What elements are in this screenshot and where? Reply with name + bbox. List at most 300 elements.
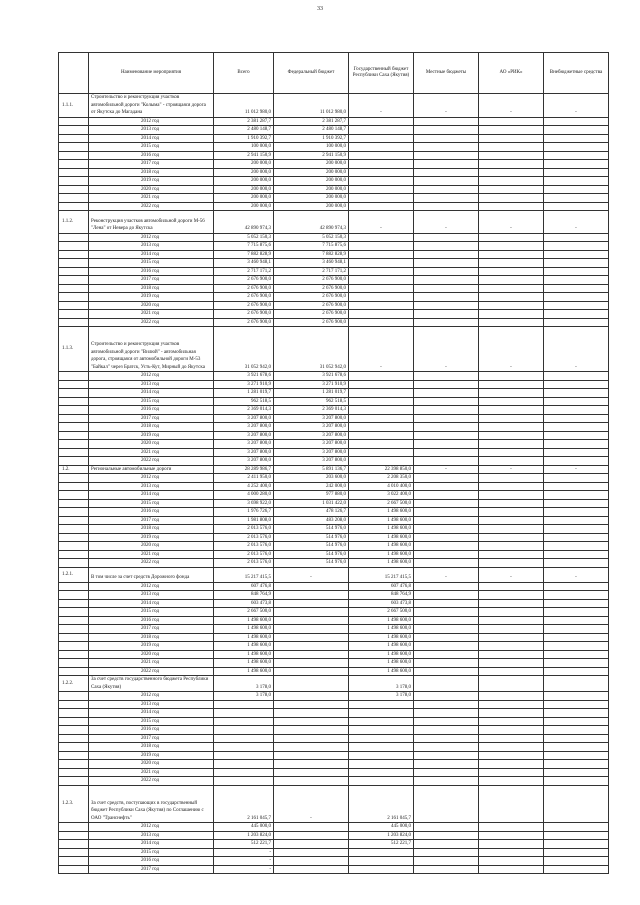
table-row-year (59, 550, 609, 559)
republic-cell (349, 865, 414, 874)
year-label: 2012 год (89, 823, 214, 832)
row-number (59, 709, 89, 718)
extrabudget-cell (544, 185, 609, 194)
local-cell (414, 676, 479, 692)
row-number (59, 760, 89, 769)
header-row (59, 53, 609, 94)
year-label: 2015 год (89, 717, 214, 726)
extrabudget-cell (544, 160, 609, 169)
federal-cell: 514 976,0 (274, 525, 349, 534)
republic-cell: 1 498 600,0 (349, 642, 414, 651)
local-cell (414, 423, 479, 432)
row-number: 1.1.2. (59, 211, 89, 234)
table-row-year (59, 194, 609, 203)
local-cell (414, 491, 479, 500)
republic-cell (349, 440, 414, 449)
total-cell: 3 207 800,0 (214, 423, 274, 432)
republic-cell: 445 000,0 (349, 823, 414, 832)
total-cell: 31 052 942,0 (214, 327, 274, 372)
row-number (59, 525, 89, 534)
rik-cell (479, 423, 544, 432)
republic-cell: 1 498 600,0 (349, 633, 414, 642)
total-cell: 2 676 900,0 (214, 284, 274, 293)
rik-cell (479, 406, 544, 415)
federal-cell: 42 890 974,3 (274, 211, 349, 234)
header-extrabudget: Внебюджетные средства (544, 53, 609, 94)
republic-cell (349, 194, 414, 203)
local-cell (414, 692, 479, 701)
federal-cell: 2 676 900,0 (274, 293, 349, 302)
year-label: 2013 год (89, 126, 214, 135)
extrabudget-cell (544, 194, 609, 203)
republic-cell (349, 233, 414, 242)
row-number (59, 242, 89, 251)
table-row-year (59, 608, 609, 617)
year-label: 2012 год (89, 474, 214, 483)
row-number (59, 599, 89, 608)
table-row-year (59, 134, 609, 143)
republic-cell (349, 301, 414, 310)
year-label: 2020 год (89, 650, 214, 659)
local-cell (414, 160, 479, 169)
extrabudget-cell (544, 857, 609, 866)
extrabudget-cell (544, 848, 609, 857)
row-number: 1.2.1. (59, 567, 89, 582)
rik-cell (479, 397, 544, 406)
total-cell: 2 381 287,7 (214, 117, 274, 126)
extrabudget-cell (544, 380, 609, 389)
total-cell: 1 910 392,7 (214, 134, 274, 143)
rik-cell (479, 457, 544, 466)
row-number: 1.2.3. (59, 785, 89, 823)
rik-cell (479, 848, 544, 857)
rik-cell (479, 117, 544, 126)
local-cell (414, 726, 479, 735)
year-label: 2015 год (89, 143, 214, 152)
year-label: 2013 год (89, 591, 214, 600)
total-cell: 2 676 900,0 (214, 301, 274, 310)
total-cell: 1 498 600,0 (214, 625, 274, 634)
federal-cell (274, 726, 349, 735)
total-cell: 7 715 875,6 (214, 242, 274, 251)
local-cell (414, 625, 479, 634)
extrabudget-cell (544, 751, 609, 760)
rik-cell (479, 700, 544, 709)
row-number (59, 516, 89, 525)
row-number (59, 177, 89, 186)
year-label: 2014 год (89, 709, 214, 718)
republic-cell: 1 498 600,0 (349, 659, 414, 668)
row-number (59, 625, 89, 634)
local-cell (414, 259, 479, 268)
row-number (59, 168, 89, 177)
rik-cell (479, 499, 544, 508)
year-label: 2014 год (89, 134, 214, 143)
local-cell (414, 134, 479, 143)
total-cell: 1 498 600,0 (214, 616, 274, 625)
extrabudget-cell (544, 559, 609, 568)
table-row-activity (59, 327, 609, 372)
table-row-year (59, 865, 609, 874)
federal-cell (274, 650, 349, 659)
year-label: 2022 год (89, 667, 214, 676)
extrabudget-cell (544, 431, 609, 440)
republic-cell (349, 202, 414, 211)
header-federal: Федеральный бюджет (274, 53, 349, 94)
total-cell: 3 207 800,0 (214, 414, 274, 423)
rik-cell (479, 431, 544, 440)
local-cell (414, 397, 479, 406)
year-label: 2016 год (89, 267, 214, 276)
table-row-year (59, 700, 609, 709)
total-cell: 3 207 800,0 (214, 431, 274, 440)
extrabudget-cell (544, 284, 609, 293)
row-number (59, 233, 89, 242)
republic-cell: 1 498 600,0 (349, 550, 414, 559)
republic-cell (349, 726, 414, 735)
federal-cell (274, 823, 349, 832)
local-cell (414, 301, 479, 310)
extrabudget-cell (544, 743, 609, 752)
extrabudget-cell (544, 508, 609, 517)
table-row-year (59, 616, 609, 625)
table-row-year (59, 117, 609, 126)
extrabudget-cell (544, 659, 609, 668)
federal-cell: 31 052 942,0 (274, 327, 349, 372)
table-row-year (59, 591, 609, 600)
activity-name: За счет средств, поступающих в государственный бюджет Республики Саха (Якутия) по Соглашению с ОАО "Транснефть" (89, 785, 214, 823)
total-cell: 15 217 415,5 (214, 567, 274, 582)
total-cell (214, 726, 274, 735)
republic-cell (349, 126, 414, 135)
federal-cell: 3 207 800,0 (274, 448, 349, 457)
local-cell: - (414, 465, 479, 474)
extrabudget-cell (544, 389, 609, 398)
row-number (59, 751, 89, 760)
federal-cell: 2 676 900,0 (274, 301, 349, 310)
federal-cell: 2 717 171,2 (274, 267, 349, 276)
rik-cell (479, 865, 544, 874)
table-row-year (59, 310, 609, 319)
republic-cell (349, 318, 414, 327)
extrabudget-cell: - (544, 211, 609, 234)
year-label: 2022 год (89, 559, 214, 568)
rik-cell (479, 633, 544, 642)
federal-cell: 100 000,0 (274, 143, 349, 152)
row-number (59, 633, 89, 642)
republic-cell (349, 848, 414, 857)
table-row-year (59, 431, 609, 440)
rik-cell (479, 726, 544, 735)
total-cell: 3 921 678,6 (214, 372, 274, 381)
extrabudget-cell (544, 250, 609, 259)
table-row-year (59, 143, 609, 152)
extrabudget-cell: - (544, 567, 609, 582)
total-cell: 7 882 828,9 (214, 250, 274, 259)
row-number (59, 582, 89, 591)
federal-cell (274, 700, 349, 709)
table-row-activity (59, 567, 609, 582)
federal-cell: 2 676 900,0 (274, 276, 349, 285)
year-label: 2014 год (89, 389, 214, 398)
row-number (59, 848, 89, 857)
republic-cell: 603 473,8 (349, 599, 414, 608)
extrabudget-cell: - (544, 465, 609, 474)
rik-cell: - (479, 567, 544, 582)
local-cell (414, 267, 479, 276)
republic-cell (349, 389, 414, 398)
table-row-year (59, 499, 609, 508)
rik-cell (479, 491, 544, 500)
row-number (59, 840, 89, 849)
republic-cell: 2 667 500,0 (349, 499, 414, 508)
total-cell (214, 768, 274, 777)
rik-cell (479, 550, 544, 559)
rik-cell (479, 659, 544, 668)
rik-cell (479, 134, 544, 143)
local-cell: - (414, 211, 479, 234)
local-cell (414, 608, 479, 617)
republic-cell: 3 178,0 (349, 676, 414, 692)
local-cell (414, 482, 479, 491)
row-number (59, 301, 89, 310)
extrabudget-cell (544, 516, 609, 525)
row-number (59, 474, 89, 483)
year-label: 2018 год (89, 525, 214, 534)
local-cell (414, 616, 479, 625)
federal-cell: 2 369 014,3 (274, 406, 349, 415)
federal-cell (274, 608, 349, 617)
rik-cell (479, 823, 544, 832)
local-cell (414, 117, 479, 126)
extrabudget-cell (544, 151, 609, 160)
table-row-year (59, 482, 609, 491)
extrabudget-cell (544, 117, 609, 126)
year-label: 2012 год (89, 372, 214, 381)
year-label: 2013 год (89, 482, 214, 491)
extrabudget-cell (544, 726, 609, 735)
year-label: 2016 год (89, 616, 214, 625)
rik-cell (479, 508, 544, 517)
local-cell (414, 840, 479, 849)
local-cell (414, 185, 479, 194)
rik-cell (479, 559, 544, 568)
table-row-year (59, 734, 609, 743)
table-row-year (59, 233, 609, 242)
activity-name: За счет средств государственного бюджета Республики Саха (Якутия) (89, 676, 214, 692)
federal-cell: 7 715 875,6 (274, 242, 349, 251)
year-label: 2013 год (89, 831, 214, 840)
row-number (59, 267, 89, 276)
row-number: 1.2.2. (59, 676, 89, 692)
total-cell (214, 760, 274, 769)
table-row-activity (59, 676, 609, 692)
table-row-year (59, 293, 609, 302)
year-label: 2020 год (89, 301, 214, 310)
table-row-year (59, 284, 609, 293)
rik-cell (479, 608, 544, 617)
local-cell (414, 633, 479, 642)
year-label: 2018 год (89, 168, 214, 177)
row-number (59, 194, 89, 203)
year-label: 2020 год (89, 185, 214, 194)
extrabudget-cell (544, 126, 609, 135)
row-number (59, 831, 89, 840)
row-number (59, 134, 89, 143)
local-cell (414, 151, 479, 160)
republic-cell: 22 398 850,0 (349, 465, 414, 474)
local-cell (414, 550, 479, 559)
year-label: 2015 год (89, 259, 214, 268)
federal-cell (274, 692, 349, 701)
table-row-year (59, 242, 609, 251)
republic-cell (349, 284, 414, 293)
total-cell: 2 676 900,0 (214, 318, 274, 327)
federal-cell: 203 600,0 (274, 474, 349, 483)
activity-name: Строительство и реконструкция участков автомобильной дороги "Вилюй" - автомобильная дорога, строящаяся от автомобильной дороги М-53 "Байкал" через Братск, Усть-Кут, Мирный до Якутска (89, 327, 214, 372)
local-cell (414, 559, 479, 568)
header-num (59, 53, 89, 94)
local-cell (414, 591, 479, 600)
federal-cell: 3 207 800,0 (274, 457, 349, 466)
federal-cell: 3 271 910,9 (274, 380, 349, 389)
row-number (59, 533, 89, 542)
table-row-year (59, 717, 609, 726)
table-row-year (59, 414, 609, 423)
rik-cell (479, 310, 544, 319)
year-label: 2014 год (89, 250, 214, 259)
table-row-year (59, 185, 609, 194)
row-number (59, 700, 89, 709)
federal-cell: 3 207 800,0 (274, 423, 349, 432)
extrabudget-cell (544, 633, 609, 642)
year-label: 2014 год (89, 840, 214, 849)
local-cell (414, 177, 479, 186)
total-cell: 962 518,5 (214, 397, 274, 406)
local-cell (414, 642, 479, 651)
extrabudget-cell (544, 242, 609, 251)
table-row-year (59, 160, 609, 169)
table-row-year (59, 126, 609, 135)
extrabudget-cell (544, 474, 609, 483)
federal-cell: 977 880,0 (274, 491, 349, 500)
table-row-year (59, 525, 609, 534)
extrabudget-cell (544, 293, 609, 302)
rik-cell: - (479, 94, 544, 118)
rik-cell (479, 318, 544, 327)
total-cell: 2 667 500,0 (214, 608, 274, 617)
year-label: 2013 год (89, 242, 214, 251)
extrabudget-cell (544, 676, 609, 692)
year-label: 2015 год (89, 848, 214, 857)
row-number (59, 616, 89, 625)
local-cell (414, 318, 479, 327)
table-row-year (59, 202, 609, 211)
total-cell: 2 411 950,0 (214, 474, 274, 483)
federal-cell: 483 208,0 (274, 516, 349, 525)
local-cell (414, 599, 479, 608)
row-number (59, 406, 89, 415)
extrabudget-cell (544, 406, 609, 415)
row-number (59, 423, 89, 432)
total-cell: 607 476,8 (214, 582, 274, 591)
total-cell: 848 764,9 (214, 591, 274, 600)
table-row-year (59, 848, 609, 857)
federal-cell (274, 642, 349, 651)
extrabudget-cell (544, 777, 609, 786)
total-cell: 2 013 576,0 (214, 542, 274, 551)
activity-name: Региональные автомобильные дороги (89, 465, 214, 474)
row-number (59, 865, 89, 874)
local-cell (414, 380, 479, 389)
federal-cell (274, 591, 349, 600)
table-row-year (59, 168, 609, 177)
total-cell: 603 473,8 (214, 599, 274, 608)
table-row-year (59, 440, 609, 449)
local-cell (414, 406, 479, 415)
table-row-year (59, 267, 609, 276)
extrabudget-cell (544, 823, 609, 832)
year-label: 2021 год (89, 550, 214, 559)
total-cell: 2 676 900,0 (214, 310, 274, 319)
row-number (59, 508, 89, 517)
rik-cell (479, 533, 544, 542)
local-cell (414, 734, 479, 743)
federal-cell: 200 000,0 (274, 202, 349, 211)
total-cell: 2 941 150,9 (214, 151, 274, 160)
funding-table (58, 52, 609, 874)
rik-cell (479, 616, 544, 625)
table-row-year (59, 276, 609, 285)
row-number (59, 457, 89, 466)
row-number (59, 431, 89, 440)
rik-cell (479, 831, 544, 840)
republic-cell (349, 177, 414, 186)
local-cell (414, 785, 479, 823)
republic-cell: 1 498 600,0 (349, 559, 414, 568)
local-cell (414, 533, 479, 542)
extrabudget-cell (544, 276, 609, 285)
federal-cell: 7 882 828,9 (274, 250, 349, 259)
table-row-year (59, 840, 609, 849)
row-number (59, 650, 89, 659)
row-number: 1.1.1. (59, 94, 89, 118)
total-cell: 1 498 600,0 (214, 667, 274, 676)
local-cell (414, 777, 479, 786)
row-number (59, 151, 89, 160)
extrabudget-cell (544, 667, 609, 676)
local-cell (414, 389, 479, 398)
rik-cell (479, 599, 544, 608)
rik-cell (479, 389, 544, 398)
local-cell (414, 823, 479, 832)
year-label: 2012 год (89, 233, 214, 242)
federal-cell: 200 000,0 (274, 177, 349, 186)
rik-cell: - (479, 465, 544, 474)
extrabudget-cell (544, 414, 609, 423)
federal-cell (274, 857, 349, 866)
row-number (59, 414, 89, 423)
extrabudget-cell (544, 372, 609, 381)
table-row-year (59, 474, 609, 483)
total-cell: 1 981 808,0 (214, 516, 274, 525)
federal-cell: 5 891 136,7 (274, 465, 349, 474)
federal-cell: 5 052 150,3 (274, 233, 349, 242)
rik-cell (479, 743, 544, 752)
row-number (59, 499, 89, 508)
federal-cell: 1 031 422,0 (274, 499, 349, 508)
extrabudget-cell (544, 599, 609, 608)
